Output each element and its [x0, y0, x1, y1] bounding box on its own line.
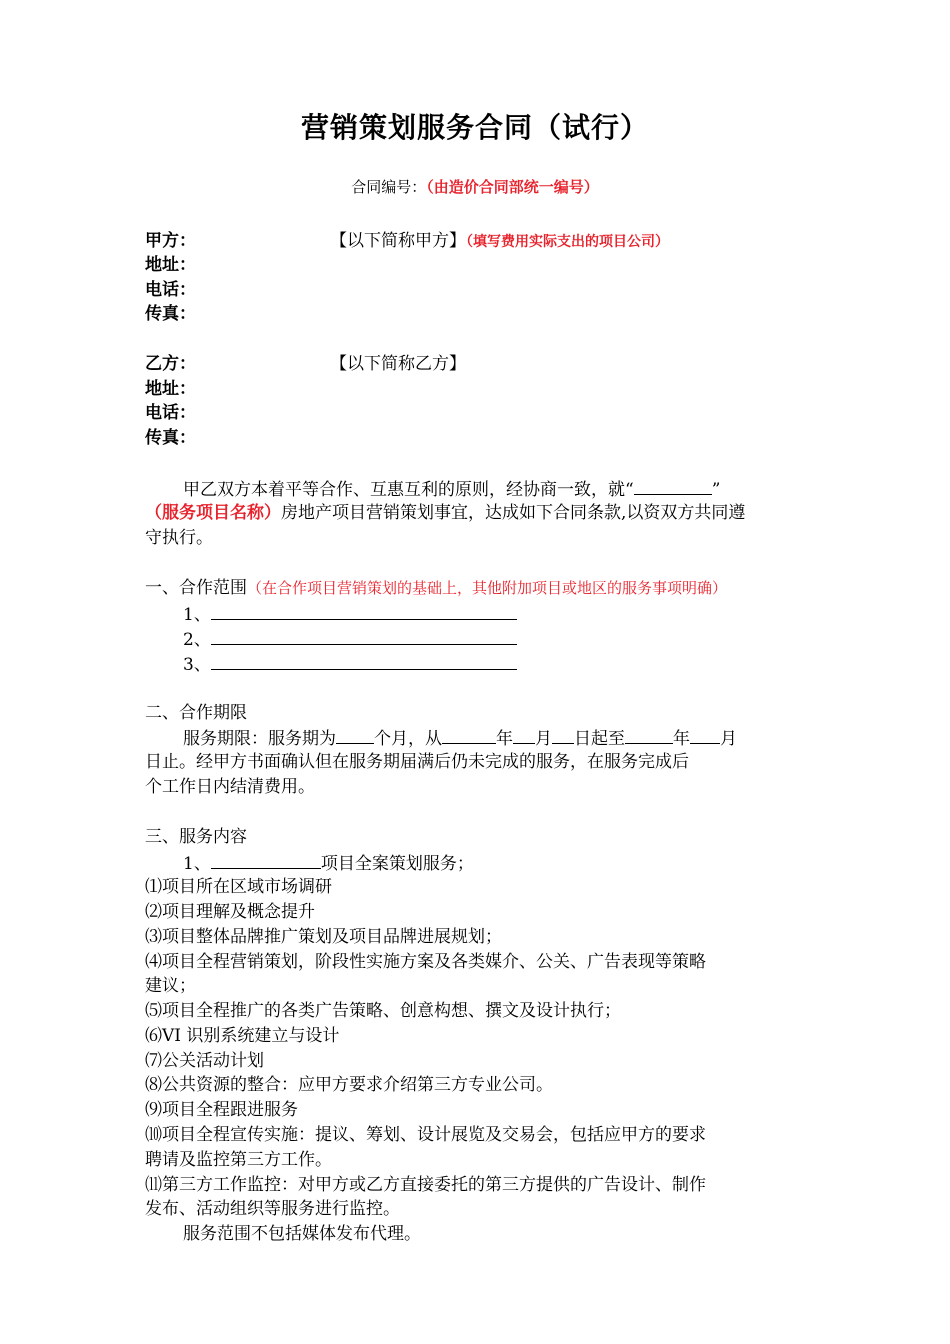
intro-line-2 [145, 501, 745, 526]
party-a-address: 地址： [145, 255, 196, 275]
intro-line-3: 守执行。 [145, 528, 213, 548]
scope-item-blank[interactable] [211, 601, 517, 620]
section-1-note: （在合作项目营销策划的基础上，其他附加项目或地区的服务事项明确） [247, 579, 728, 597]
term-line-2: 日止。经甲方书面确认但在服务期届满后仍未完成的服务，在服务完成后 [145, 752, 689, 772]
service-line: 建议； [145, 976, 196, 996]
party-a-fax: 传真： [145, 304, 196, 324]
term-months-blank[interactable] [336, 725, 374, 744]
service-line: ⑻公共资源的整合：应甲方要求介绍第三方专业公司。 [145, 1075, 553, 1095]
section-1-heading: 一、合作范围 [145, 578, 247, 598]
service-line: 发布、活动组织等服务进行监控。 [145, 1199, 400, 1219]
intro-line-1 [183, 476, 720, 503]
scope-item-blank[interactable] [211, 626, 517, 645]
scope-item-1 [183, 601, 517, 628]
start-day-blank[interactable] [552, 725, 574, 744]
page-title: 营销策划服务合同（试行） [300, 111, 649, 144]
term-line-1 [183, 725, 737, 752]
party-b-alias: 【以下简称乙方】 [330, 354, 466, 374]
service-line: ⑴项目所在区域市场调研 [145, 877, 332, 897]
party-a-note: （填写费用实际支出的项目公司） [466, 234, 669, 250]
service-item-text: 项目全案策划服务； [320, 854, 474, 874]
scope-item-2 [183, 626, 517, 653]
start-month-blank[interactable] [513, 725, 535, 744]
intro-quote-close: ” [711, 480, 721, 500]
term-line-3: 个工作日内结清费用。 [145, 777, 315, 797]
service-item-1 [183, 850, 474, 877]
term-text: 年 [673, 729, 690, 749]
contract-number-note: （由造价合同部统一编号） [426, 178, 599, 196]
service-line: ⑽项目全程宣传实施：提议、筹划、设计展览及交易会，包括应甲方的要求 [145, 1125, 706, 1145]
service-line: ⑹VI 识别系统建立与设计 [145, 1026, 340, 1046]
service-project-name-note: （服务项目名称） [145, 503, 281, 523]
end-year-blank[interactable] [625, 725, 673, 744]
party-a-label: 甲方： [145, 231, 196, 251]
party-a-alias-line [330, 229, 669, 255]
intro-text-b: 房地产项目营销策划事宜，达成如下合同条款,以资双方共同遵 [281, 503, 746, 523]
term-text: 月 [535, 729, 552, 749]
party-a-alias: 【以下简称甲方】 [330, 231, 466, 251]
service-line: ⑵项目理解及概念提升 [145, 902, 315, 922]
service-line: 聘请及监控第三方工作。 [145, 1150, 332, 1170]
service-line: ⑺公关活动计划 [145, 1051, 264, 1071]
service-line: ⑸项目全程推广的各类广告策略、创意构想、撰文及设计执行； [145, 1001, 621, 1021]
service-line: ⑶项目整体品牌推广策划及项目品牌进展规划； [145, 927, 502, 947]
contract-number-line [0, 176, 950, 197]
intro-text-a: 甲乙双方本着平等合作、互惠互利的原则，经协商一致，就“ [183, 480, 634, 500]
scope-item-number: 2、 [183, 630, 211, 650]
term-text: 月 [720, 729, 737, 749]
scope-item-number: 1、 [183, 605, 211, 625]
service-item-number: 1、 [183, 854, 211, 874]
service-scope-closing: 服务范围不包括媒体发布代理。 [183, 1224, 421, 1244]
section-1-heading-line [145, 576, 727, 601]
service-item-blank[interactable] [211, 850, 321, 869]
service-line: ⑼项目全程跟进服务 [145, 1100, 298, 1120]
scope-item-3 [183, 651, 517, 678]
party-b-fax: 传真： [145, 428, 196, 448]
scope-item-blank[interactable] [211, 651, 517, 670]
term-text: 服务期限：服务期为 [183, 729, 336, 749]
party-a-phone: 电话： [145, 280, 196, 300]
term-text: 年 [496, 729, 513, 749]
end-month-blank[interactable] [690, 725, 720, 744]
service-line: ⑷项目全程营销策划，阶段性实施方案及各类媒介、公关、广告表现等策略 [145, 952, 706, 972]
section-3-heading: 三、服务内容 [145, 827, 247, 847]
service-line: ⑾第三方工作监控：对甲方或乙方直接委托的第三方提供的广告设计、制作 [145, 1175, 706, 1195]
service-project-name-blank[interactable] [634, 476, 712, 495]
party-b-label: 乙方： [145, 354, 196, 374]
party-b-address: 地址： [145, 379, 196, 399]
term-text: 个月，从 [374, 729, 442, 749]
scope-item-number: 3、 [183, 655, 211, 675]
party-b-phone: 电话： [145, 403, 196, 423]
section-2-heading: 二、合作期限 [145, 703, 247, 723]
contract-number-label: 合同编号： [351, 178, 427, 196]
start-year-blank[interactable] [442, 725, 496, 744]
term-text: 日起至 [574, 729, 625, 749]
